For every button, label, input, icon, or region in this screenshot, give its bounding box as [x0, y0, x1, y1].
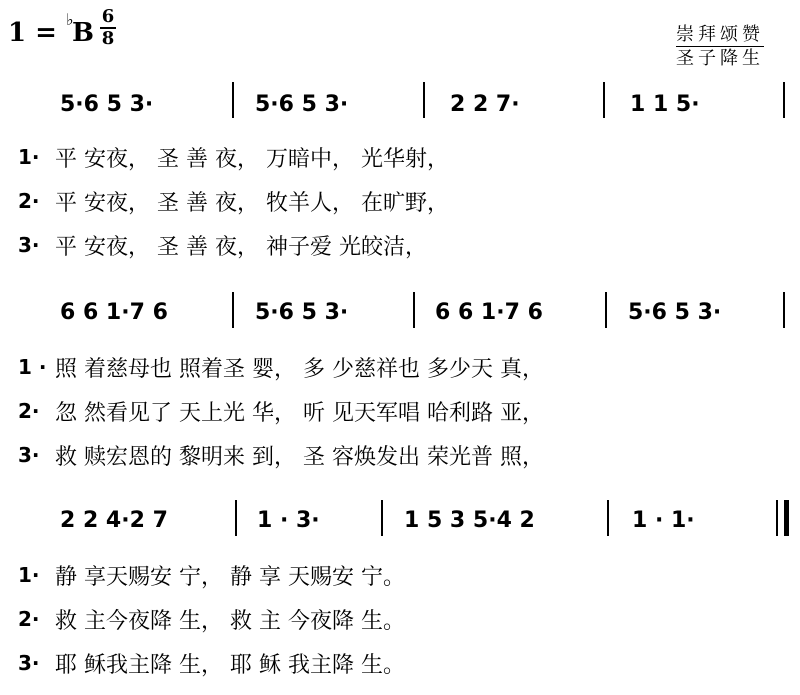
measure-3-3: 1 5 3 5·4 2 — [404, 508, 535, 533]
measure-1-4: 1 1 5· — [630, 92, 700, 117]
lyric-line: 静 享天赐安 宁， 静 享 天赐安 宁。 — [55, 565, 405, 590]
verse-number: 3· — [18, 233, 40, 257]
lyric-line: 平 安夜， 圣 善 夜， 神子爱 光皎洁， — [55, 235, 427, 260]
lyric-line: 平 安夜， 圣 善 夜， 万暗中， 光华射， — [55, 147, 449, 172]
measure-2-2: 5·6 5 3· — [255, 300, 349, 325]
lyric-line: 平 安夜， 圣 善 夜， 牧羊人， 在旷野， — [55, 191, 449, 216]
category-line-2: 圣子降生 — [676, 48, 764, 69]
measure-2-4: 5·6 5 3· — [628, 300, 722, 325]
verse-number: 3· — [18, 443, 40, 467]
key-note: B — [72, 18, 94, 48]
measure-1-2: 5·6 5 3· — [255, 92, 349, 117]
verse-number: 1· — [18, 145, 40, 169]
measure-1-1: 5·6 5 3· — [60, 92, 154, 117]
time-signature — [100, 8, 116, 48]
verse-number: 1 · — [18, 355, 47, 379]
measure-3-2: 1 · 3· — [257, 508, 320, 533]
verse-number: 1· — [18, 563, 40, 587]
time-bottom: 8 — [101, 28, 115, 49]
measure-3-4: 1 · 1· — [632, 508, 695, 533]
lyric-line: 照 着慈母也 照着圣 婴， 多 少慈祥也 多少天 真， — [55, 357, 544, 382]
measure-2-1: 6 6 1·7 6 — [60, 300, 168, 325]
lyric-line: 耶 稣我主降 生， 耶 稣 我主降 生。 — [55, 653, 405, 678]
verse-number: 2· — [18, 399, 40, 423]
flat-sign: ♭ — [66, 10, 74, 29]
measure-1-3: 2 2 7· — [450, 92, 520, 117]
verse-number: 3· — [18, 651, 40, 675]
lyric-line: 忽 然看见了 天上光 华， 听 见天军唱 哈利路 亚， — [55, 401, 544, 426]
key-signature: 1 = — [8, 18, 57, 48]
measure-3-1: 2 2 4·2 7 — [60, 508, 168, 533]
lyric-line: 救 赎宏恩的 黎明来 到， 圣 容焕发出 荣光普 照， — [55, 445, 544, 470]
category-line-1: 崇拜颂赞 — [676, 20, 764, 47]
time-top: 6 — [101, 6, 115, 27]
measure-2-3: 6 6 1·7 6 — [435, 300, 543, 325]
lyric-line: 救 主今夜降 生， 救 主 今夜降 生。 — [55, 609, 405, 634]
verse-number: 2· — [18, 607, 40, 631]
verse-number: 2· — [18, 189, 40, 213]
